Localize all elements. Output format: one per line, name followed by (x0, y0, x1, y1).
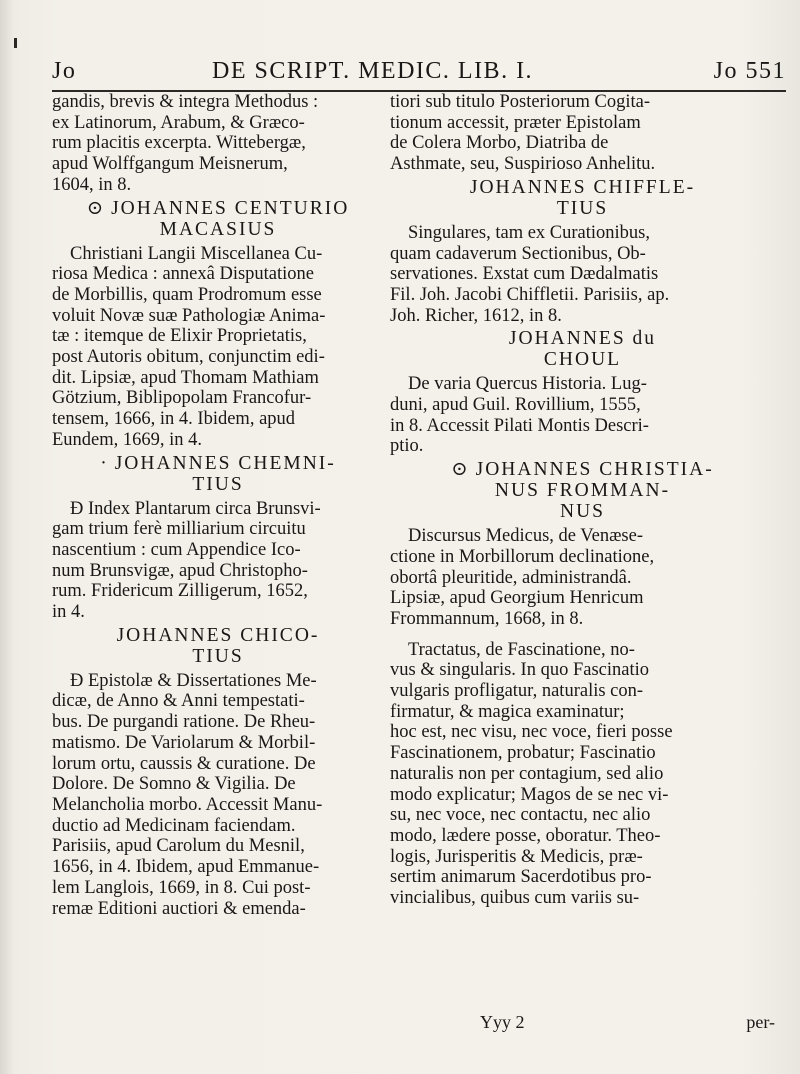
heading-line (52, 453, 384, 474)
text-line: logis, Jurisperitis & Medicis, præ- (390, 846, 643, 867)
entry-marker: ⊙ (86, 197, 106, 219)
text-line: dicæ, de Anno & Anni tempestati- (52, 691, 305, 712)
text-line: de Colera Morbo, Diatriba de (390, 133, 609, 154)
text-line: Fil. Joh. Jacobi Chiffletii. Parisiis, ap. (390, 284, 670, 305)
heading-line (52, 646, 384, 667)
text-line: modo explicatur; Magos de se nec vi- (390, 784, 669, 805)
margin-mark (14, 38, 17, 48)
text-line: ex Latinorum, Arabum, & Græco- (52, 112, 305, 133)
text-line: Götzium, Biblipopolam Francofur- (52, 388, 312, 409)
left-column (52, 92, 384, 919)
text-line: hoc est, nec visu, nec voce, fieri posse (390, 722, 673, 743)
entry-paragraph (390, 526, 775, 630)
text-line: Eundem, 1669, in 4. (52, 429, 203, 450)
text-line: Ɖ Epistolæ & Dissertationes Me- (70, 670, 317, 691)
entry-heading (390, 459, 775, 522)
entry-heading (390, 177, 775, 219)
text-line: vincialibus, quibus cum variis su- (390, 888, 640, 909)
heading-text: JOHANNES CENTURIO (111, 197, 350, 219)
text-line: obortâ pleuritide, administrandâ. (390, 567, 632, 588)
text-line: 1656, in 4. Ibidem, apud Emmanue- (52, 857, 320, 878)
heading-line (390, 177, 775, 198)
entry-paragraph (52, 92, 384, 196)
entry-heading (52, 198, 384, 240)
text-line: servationes. Exstat cum Dædalmatis (390, 264, 659, 285)
heading-text: TIUS (192, 473, 244, 495)
heading-line (390, 501, 775, 522)
text-line: de Morbillis, quam Prodromum esse (52, 284, 322, 305)
text-line: Ɖ Index Plantarum circa Brunsvi- (70, 498, 321, 519)
entry-marker: · (100, 452, 109, 474)
text-line: in 4. (52, 602, 85, 623)
entry-paragraph (390, 92, 775, 175)
heading-line (390, 328, 775, 349)
text-line: Discursus Medicus, de Venæse- (408, 526, 643, 547)
text-line: gandis, brevis & integra Methodus : (52, 92, 319, 112)
entry-heading (390, 328, 775, 370)
text-line: ptio. (390, 436, 424, 457)
running-header (52, 52, 786, 92)
heading-text: JOHANNES CHICO- (116, 624, 320, 646)
text-line: tionum accessit, præter Epistolam (390, 112, 641, 133)
text-line: Fascinationem, probatur; Fascinatio (390, 743, 656, 764)
text-line: ductio ad Medicinam faciendam. (52, 815, 296, 836)
heading-line (390, 349, 775, 370)
heading-line (52, 474, 384, 495)
heading-line (52, 625, 384, 646)
text-line: Melancholia morbo. Accessit Manu- (52, 794, 323, 815)
text-line: Dolore. De Somno & Vigilia. De (52, 774, 296, 795)
entry-paragraph (390, 374, 775, 457)
entry-heading (52, 625, 384, 667)
text-line: ctione in Morbillorum declinatione, (390, 546, 655, 567)
heading-text: JOHANNES CHEMNI- (114, 452, 336, 474)
text-line: su, nec voce, nec contactu, nec alio (390, 805, 651, 826)
signature-mark: Yyy 2 (480, 1012, 525, 1032)
entry-paragraph (52, 499, 384, 623)
text-line: dit. Lipsiæ, apud Thomam Mathiam (52, 367, 319, 388)
text-line: sertim animarum Sacerdotibus pro- (390, 867, 652, 888)
heading-text: NUS (559, 501, 605, 523)
text-line: duni, apud Guil. Rovillium, 1555, (390, 395, 641, 416)
text-line: lorum ortu, caussis & curatione. De (52, 753, 316, 774)
text-line: tensem, 1666, in 4. Ibidem, apud (52, 409, 296, 430)
text-line: in 8. Accessit Pilati Montis Descri- (390, 415, 649, 436)
heading-text: MACASIUS (159, 218, 277, 240)
entry-heading (52, 453, 384, 495)
text-line: remæ Editioni auctiori & emenda- (52, 898, 306, 919)
text-line: Tractatus, de Fascinatione, no- (408, 639, 635, 660)
entry-paragraph (390, 640, 775, 909)
heading-text: NUS FROMMAN- (494, 480, 671, 502)
header-page-number: Jo 551 (713, 58, 786, 84)
heading-line (390, 480, 775, 501)
text-line: quam cadaverum Sectionibus, Ob- (390, 243, 646, 264)
text-line: tiori sub titulo Posteriorum Cogita- (390, 92, 651, 112)
text-line: post Autoris obitum, conjunctim edi- (52, 347, 325, 368)
text-line: Christiani Langii Miscellanea Cu- (70, 243, 323, 264)
heading-text: JOHANNES CHIFFLE- (469, 176, 696, 198)
text-line: firmatur, & magica examinatur; (390, 701, 625, 722)
heading-line (52, 198, 384, 219)
text-line: Asthmate, seu, Suspirioso Anhelitu. (390, 154, 656, 175)
text-line: Parisiis, apud Carolum du Mesnil, (52, 836, 305, 857)
entry-paragraph (390, 223, 775, 327)
heading-text: JOHANNES CHRISTIA- (475, 459, 714, 481)
heading-text: TIUS (192, 645, 244, 667)
text-line: Joh. Richer, 1612, in 8. (390, 305, 562, 326)
header-left: Jo (52, 58, 77, 84)
text-line: vus & singularis. In quo Fascinatio (390, 660, 649, 681)
text-line: gam trium ferè milliarium circuitu (52, 519, 306, 540)
text-line: naturalis non per contagium, sed alio (390, 763, 664, 784)
text-line: apud Wolffgangum Meisnerum, (52, 154, 288, 175)
text-line: rum placitis excerpta. Wittebergæ, (52, 133, 306, 154)
text-line: num Brunsvigæ, apud Christopho- (52, 560, 308, 581)
catchword: per- (746, 1012, 775, 1032)
text-line: tæ : itemque de Elixir Proprietatis, (52, 326, 307, 347)
text-line: matismo. De Variolarum & Morbil- (52, 732, 316, 753)
page-footer (390, 1012, 775, 1036)
entry-paragraph (52, 244, 384, 451)
header-title: DE SCRIPT. MEDIC. LIB. I. (212, 58, 534, 84)
text-line: modo, lædere posse, oboratur. Theo- (390, 825, 661, 846)
heading-line (390, 198, 775, 219)
text-line: Singulares, tam ex Curationibus, (408, 222, 651, 243)
text-line: lem Langlois, 1669, in 8. Cui post- (52, 877, 311, 898)
text-line: De varia Quercus Historia. Lug- (408, 374, 647, 395)
text-line: riosa Medica : annexâ Disputatione (52, 264, 314, 285)
text-line: 1604, in 8. (52, 174, 132, 195)
heading-line (52, 219, 384, 240)
text-line: rum. Fridericum Zilligerum, 1652, (52, 581, 308, 602)
text-line: nascentium : cum Appendice Ico- (52, 539, 301, 560)
entry-paragraph (52, 671, 384, 919)
heading-line (390, 459, 775, 480)
text-line: voluit Novæ suæ Pathologiæ Anima- (52, 305, 326, 326)
entry-marker: ⊙ (451, 459, 470, 481)
text-line: vulgaris profligatur, naturalis con- (390, 681, 644, 702)
text-line: Frommannum, 1668, in 8. (390, 608, 584, 629)
heading-text: CHOUL (543, 349, 622, 371)
heading-text: JOHANNES du (508, 328, 657, 350)
right-column (390, 92, 775, 909)
text-line: bus. De purgandi ratione. De Rheu- (52, 712, 316, 733)
text-line: Lipsiæ, apud Georgium Henricum (390, 588, 644, 609)
heading-text: TIUS (556, 197, 609, 219)
